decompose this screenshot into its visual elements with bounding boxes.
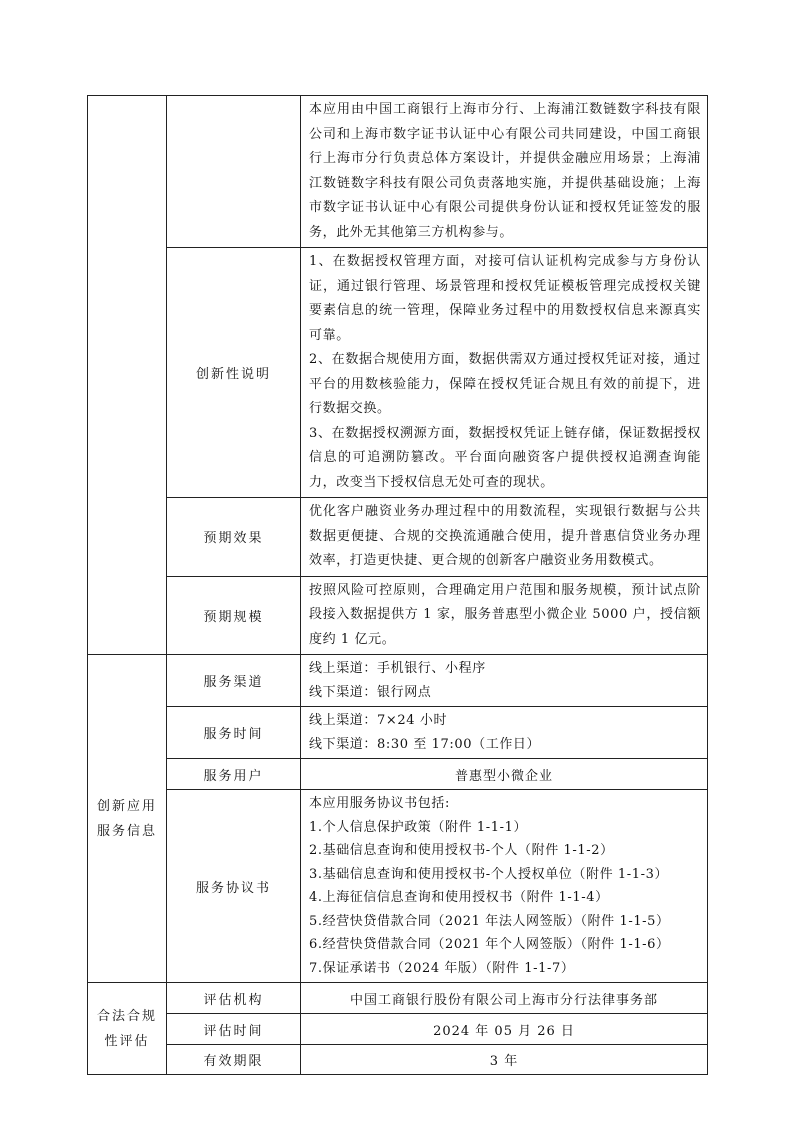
table-row [88, 983, 708, 1014]
service-user-value: 普惠型小微企业 [301, 759, 708, 790]
table-row [88, 707, 708, 759]
agreement-item: 1.个人信息保护政策（附件 1-1-1） [309, 819, 528, 835]
table-row [88, 498, 708, 577]
agreement-item: 7.保证承诺书（2024 年版）（附件 1-1-7） [309, 960, 575, 976]
participants-text: 本应用由中国工商银行上海市分行、上海浦江数链数字科技有限公司和上海市数字证书认证中心有限公司共同建设，中国工商银行上海市分行负责总体方案设计，并提供金融应用场景；上海浦江数链数字科技有限公司负责落地实施，并提供基础设施；上海市数字证书认证中心有限公司提供身份认证和授权凭证签发的服务，此外无其他第三方机构参与。 [309, 102, 701, 240]
participants-description [301, 96, 708, 248]
agreement-item: 6.经营快贷借款合同（2021 年个人网签版）（附件 1-1-6） [309, 937, 670, 952]
assessment-date-value: 2024 年 05 月 26 日 [301, 1014, 708, 1045]
assessment-date-label: 评估时间 [167, 1014, 301, 1045]
agreement-item: 2.基础信息查询和使用授权书-个人（附件 1-1-2） [309, 843, 614, 858]
table-row [88, 248, 708, 498]
assessment-org-value: 中国工商银行股份有限公司上海市分行法律事务部 [301, 983, 708, 1014]
innovation-label: 创新性说明 [167, 248, 301, 498]
table-row [88, 790, 708, 983]
validity-period-value: 3 年 [301, 1045, 708, 1075]
application-info-table [87, 95, 708, 1075]
innovation-point-2: 2、在数据合规使用方面，数据供需双方通过授权凭证对接，通过平台的用数核验能力，保障在授权凭证合规且有效的前提下，进行数据交换。 [309, 352, 701, 416]
service-time-label: 服务时间 [167, 707, 301, 759]
row-label [167, 96, 301, 248]
section-label-line-1: 创新应用 [96, 798, 157, 814]
table-row [88, 655, 708, 707]
expected-effect-content [301, 498, 708, 577]
innovation-description [301, 248, 708, 498]
agreement-item: 5.经营快贷借款合同（2021 年法人网签版）（附件 1-1-5） [309, 913, 670, 929]
expected-scale-content [301, 576, 708, 655]
online-channel: 线上渠道：手机银行、小程序 [309, 661, 486, 676]
table-row [88, 96, 708, 248]
service-agreement-label: 服务协议书 [167, 790, 301, 983]
offline-time: 线下渠道：8:30 至 17:00（工作日） [309, 736, 541, 752]
table-row [88, 576, 708, 655]
service-channel-label: 服务渠道 [167, 655, 301, 707]
section-label-line-2: 性评估 [104, 1033, 150, 1049]
section-label-continued [88, 96, 167, 655]
agreement-item: 4.上海征信信息查询和使用授权书（附件 1-1-4） [309, 890, 609, 905]
table-row [88, 759, 708, 790]
expected-scale-label: 预期规模 [167, 576, 301, 655]
service-user-label: 服务用户 [167, 759, 301, 790]
innovation-point-3: 3、在数据授权溯源方面，数据授权凭证上链存储，保证数据授权信息的可追溯防篡改。平台面向融资客户提供授权追溯查询能力，改变当下授权信息无处可查的现状。 [309, 425, 701, 490]
innovation-point-1: 1、在数据授权管理方面，对接可信认证机构完成参与方身份认证，通过银行管理、场景管理和授权凭证模板管理完成授权关键要素信息的统一管理，保障业务过程中的用数授权信息来源真实可靠。 [309, 254, 701, 343]
agreement-item: 3.基础信息查询和使用授权书-个人授权单位（附件 1-1-3） [309, 866, 669, 882]
service-time-content [301, 707, 708, 759]
expected-effect-text: 优化客户融资业务办理过程中的用数流程，实现银行数据与公共数据更便捷、合规的交换流通融合使用，提升普惠信贷业务办理效率，打造更快捷、更合规的创新客户融资业务用数模式。 [309, 504, 701, 568]
service-info-section-label [88, 655, 167, 983]
expected-effect-label: 预期效果 [167, 498, 301, 577]
online-time: 线上渠道：7×24 小时 [309, 713, 448, 728]
table-row [88, 1014, 708, 1045]
agreement-intro: 本应用服务协议书包括: [309, 796, 450, 811]
compliance-section-label [88, 983, 167, 1075]
offline-channel: 线下渠道：银行网点 [309, 684, 432, 700]
service-agreement-list [301, 790, 708, 983]
service-channel-content [301, 655, 708, 707]
table-row [88, 1045, 708, 1075]
assessment-org-label: 评估机构 [167, 983, 301, 1014]
section-label-line-2: 服务信息 [96, 823, 157, 839]
validity-period-label: 有效期限 [167, 1045, 301, 1075]
section-label-line-1: 合法合规 [96, 1008, 157, 1024]
document-page [87, 95, 707, 1075]
expected-scale-text: 按照风险可控原则，合理确定用户范围和服务规模，预计试点阶段接入数据提供方 1 家，服务普惠型小微企业 5000 户，授信额度约 1 亿元。 [309, 582, 701, 647]
